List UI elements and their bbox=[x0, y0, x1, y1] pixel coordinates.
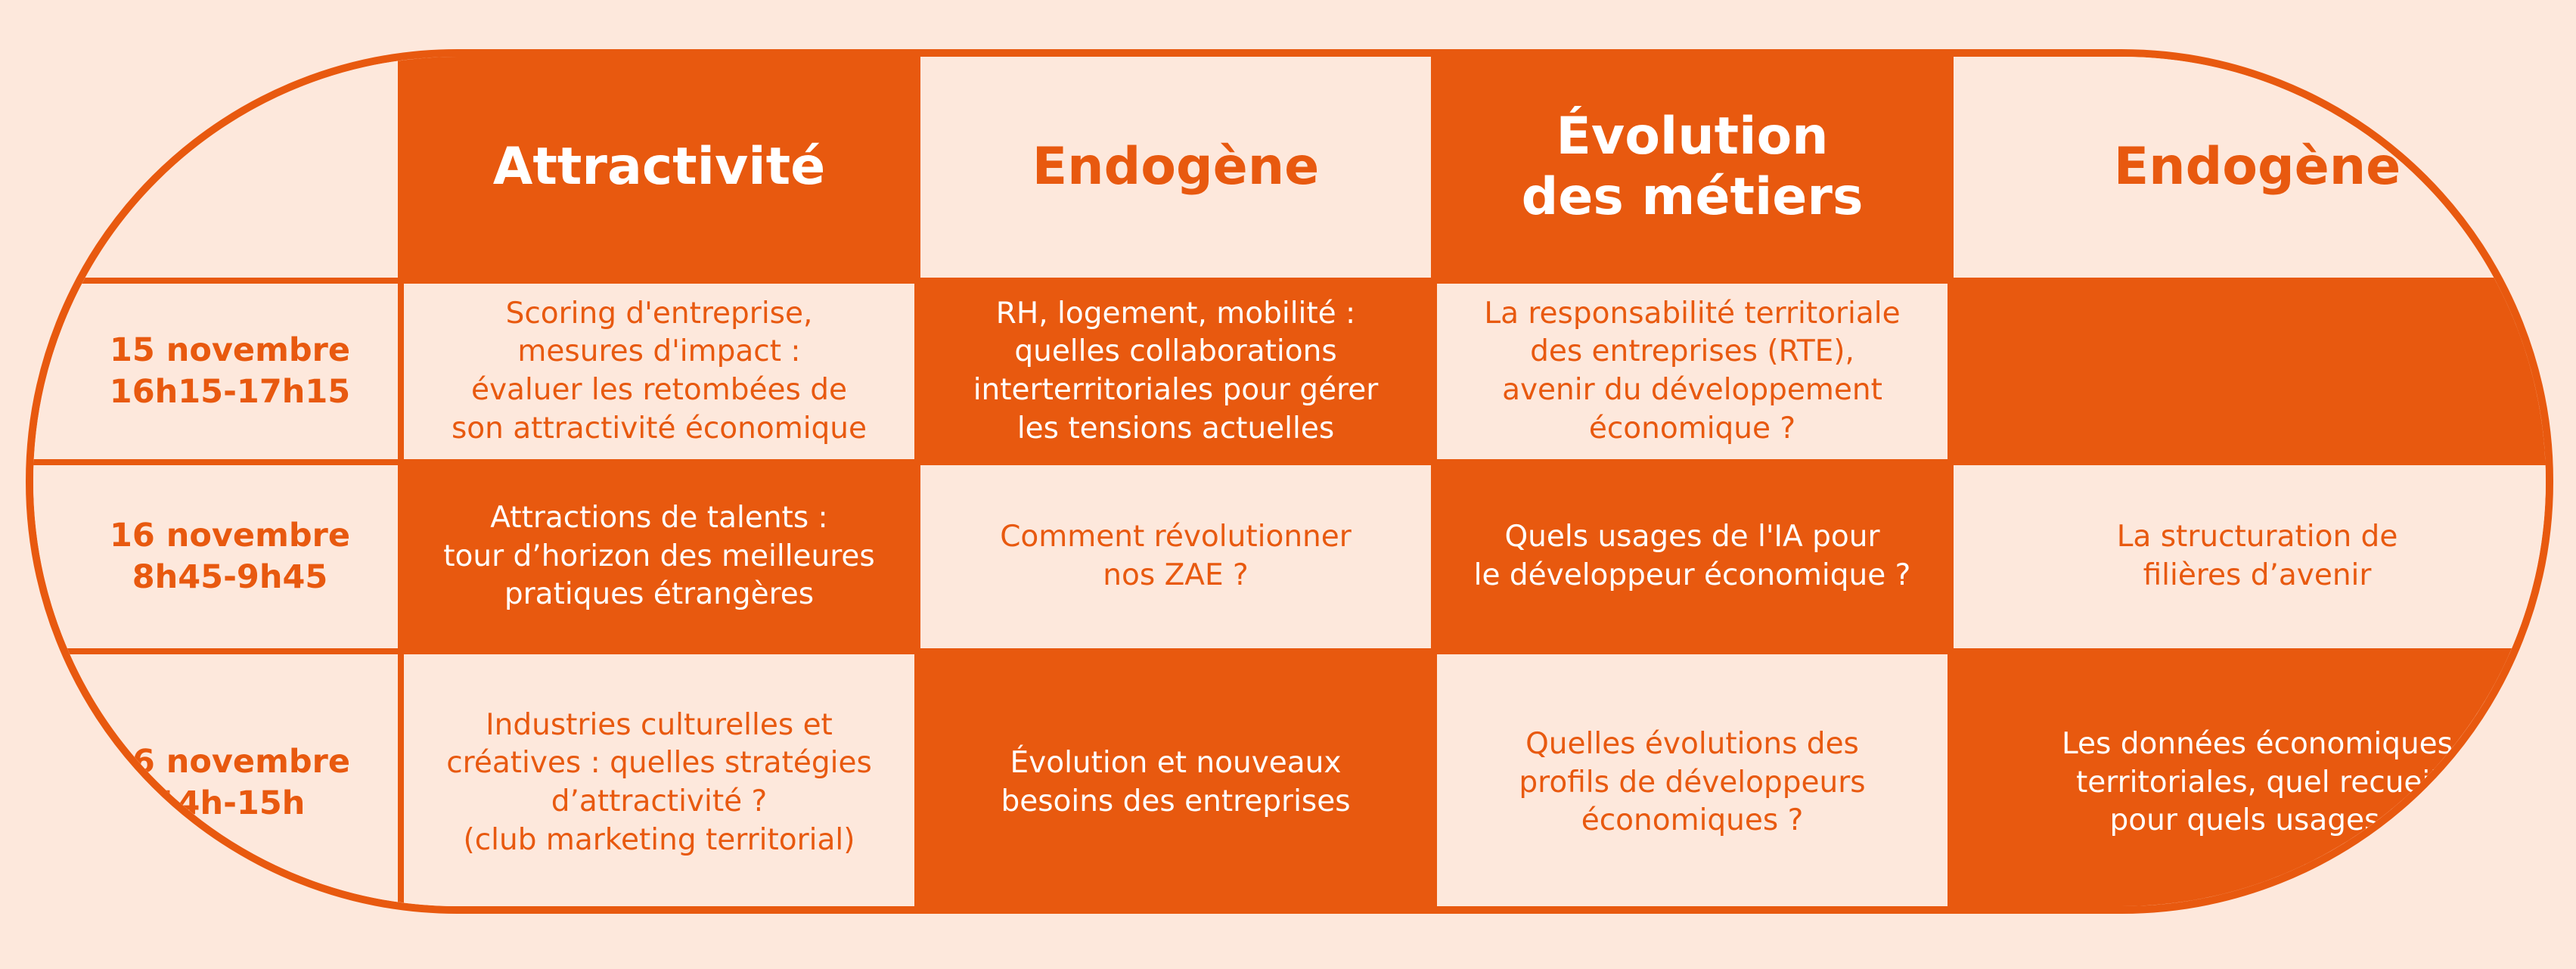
schedule-frame bbox=[26, 49, 2553, 914]
header-endogene-1: Endogène bbox=[920, 57, 1437, 284]
session-cell: Évolution et nouveaux besoins des entreprises bbox=[920, 654, 1437, 912]
header-evolution-metiers: Évolution des métiers bbox=[1437, 57, 1954, 284]
header-empty-cell bbox=[33, 57, 404, 284]
session-cell: Quelles évolutions des profils de développeurs économiques ? bbox=[1437, 654, 1954, 912]
session-cell: Industries culturelles et créatives : quelles stratégies d’attractivité ? (club marketing territorial) bbox=[404, 654, 920, 912]
schedule-grid bbox=[33, 57, 2546, 906]
session-cell: Les données économiques territoriales, quel recueil pour quels usages ? bbox=[1954, 654, 2553, 912]
time-slot-2: 16 novembre 8h45-9h45 bbox=[33, 465, 404, 654]
session-cell: La structuration de filières d’avenir bbox=[1954, 465, 2553, 654]
time-slot-3: 16 novembre 14h-15h bbox=[33, 654, 404, 912]
session-cell: RH, logement, mobilité : quelles collaborations interterritoriales pour gérer les tensions actuelles bbox=[920, 284, 1437, 465]
header-endogene-2: Endogène bbox=[1954, 57, 2553, 284]
session-cell: Quels usages de l'IA pour le développeur économique ? bbox=[1437, 465, 1954, 654]
session-cell: Scoring d'entreprise, mesures d'impact : évaluer les retombées de son attractivité économique bbox=[404, 284, 920, 465]
session-cell: Attractions de talents : tour d’horizon des meilleures pratiques étrangères bbox=[404, 465, 920, 654]
session-cell: Comment révolutionner nos ZAE ? bbox=[920, 465, 1437, 654]
time-slot-1: 15 novembre 16h15-17h15 bbox=[33, 284, 404, 465]
session-cell-empty bbox=[1954, 284, 2553, 465]
header-attractivite: Attractivité bbox=[404, 57, 920, 284]
session-cell: La responsabilité territoriale des entreprises (RTE), avenir du développement économique ? bbox=[1437, 284, 1954, 465]
